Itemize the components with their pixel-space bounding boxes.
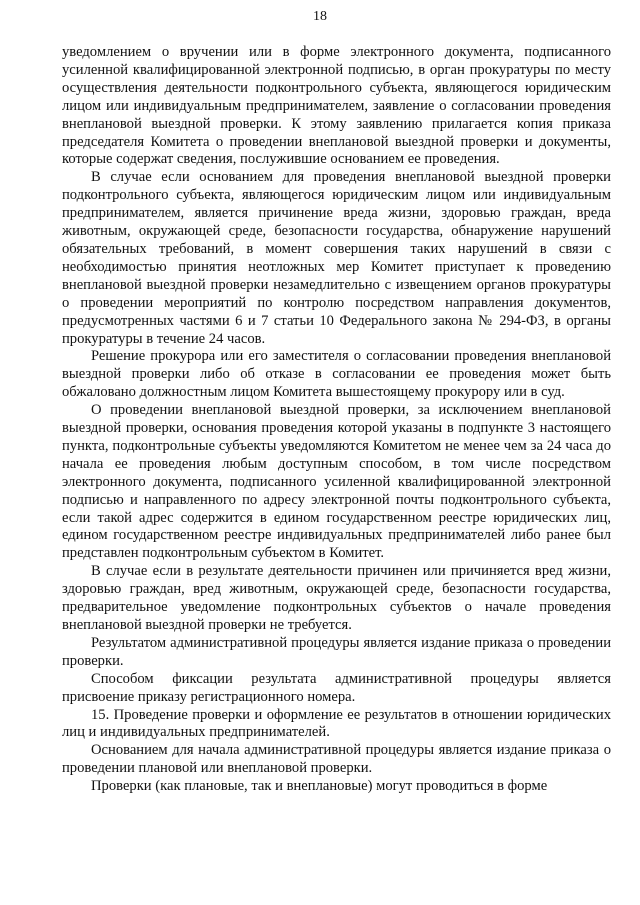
paragraph-notification: О проведении внеплановой выездной проверки, за исключением внеплановой выездной проверки, основания проведения которой указаны в подпункте 3 настоящего пункта, подконтрольные субъекты уведомляются Комитетом не менее чем за 24 часа до начала ее проведения любым доступным способом, в том числе посредством электронного документа, подписанного усиленной квалифицированной электронной подписью и направленного по адресу электронной почты подконтрольного субъекта, если такой адрес содержится в едином государственном реестре юридических лиц, едином государственном реестре индивидуальных предпринимателей либо ранее был представлен подконтрольным субъектом в Комитет. [62,402,611,562]
paragraph-section-15: 15. Проведение проверки и оформление ее результатов в отношении юридических лиц и индивидуальных предпринимателей. [62,706,611,741]
paragraph-basis: Основанием для начала административной процедуры является издание приказа о проведении плановой или внеплановой проверки. [62,742,611,777]
paragraph-continuation: уведомлением о вручении или в форме электронного документа, подписанного усиленной квалифицированной электронной подписью, в орган прокуратуры по месту осуществления деятельности подконтрольного субъекта, являющегося юридическим лицом или индивидуальным предпринимателем, заявление о согласовании проведения внеплановой выездной проверки. К этому заявлению прилагается копия приказа председателя Комитета о проведении внеплановой выездной проверки и документы, которые содержат сведения, послужившие основанием ее проведения. [62,44,611,168]
page-number: 18 [313,9,327,24]
paragraph-urgent-inspection: В случае если основанием для проведения внеплановой выездной проверки подконтрольного субъекта, являющегося юридическим лицом или индивидуальным предпринимателем, является причинение вреда жизни, здоровью граждан, вреда животным, окружающей среде, безопасности государства, обнаружение нарушений обязательных требований, в момент совершения таких нарушений в связи с необходимостью принятия неотложных мер Комитет приступает к проведению внеплановой выездной проверки незамедлительно с извещением органов прокуратуры о проведении мероприятий по контролю посредством направления документов, предусмотренных частями 6 и 7 статьи 10 Федерального закона № 294-ФЗ, в органы прокуратуры в течение 24 часов. [62,169,611,347]
paragraph-fixation: Способом фиксации результата административной процедуры является присвоение приказу регистрационного номера. [62,670,611,705]
paragraph-no-notice: В случае если в результате деятельности причинен или причиняется вред жизни, здоровью граждан, вред животным, окружающей среде, безопасности государства, предварительное уведомление подконтрольных субъектов о начале проведения внеплановой выездной проверки не требуется. [62,563,611,633]
document-body [62,44,611,796]
paragraph-forms: Проверки (как плановые, так и внеплановые) могут проводиться в форме [91,778,548,795]
paragraph-result: Результатом административной процедуры является издание приказа о проведении проверки. [62,634,611,669]
paragraph-appeal: Решение прокурора или его заместителя о согласовании проведения внеплановой выездной проверки либо об отказе в согласовании ее проведения может быть обжаловано должностным лицом Комитета вышестоящему прокурору или в суд. [62,348,611,401]
